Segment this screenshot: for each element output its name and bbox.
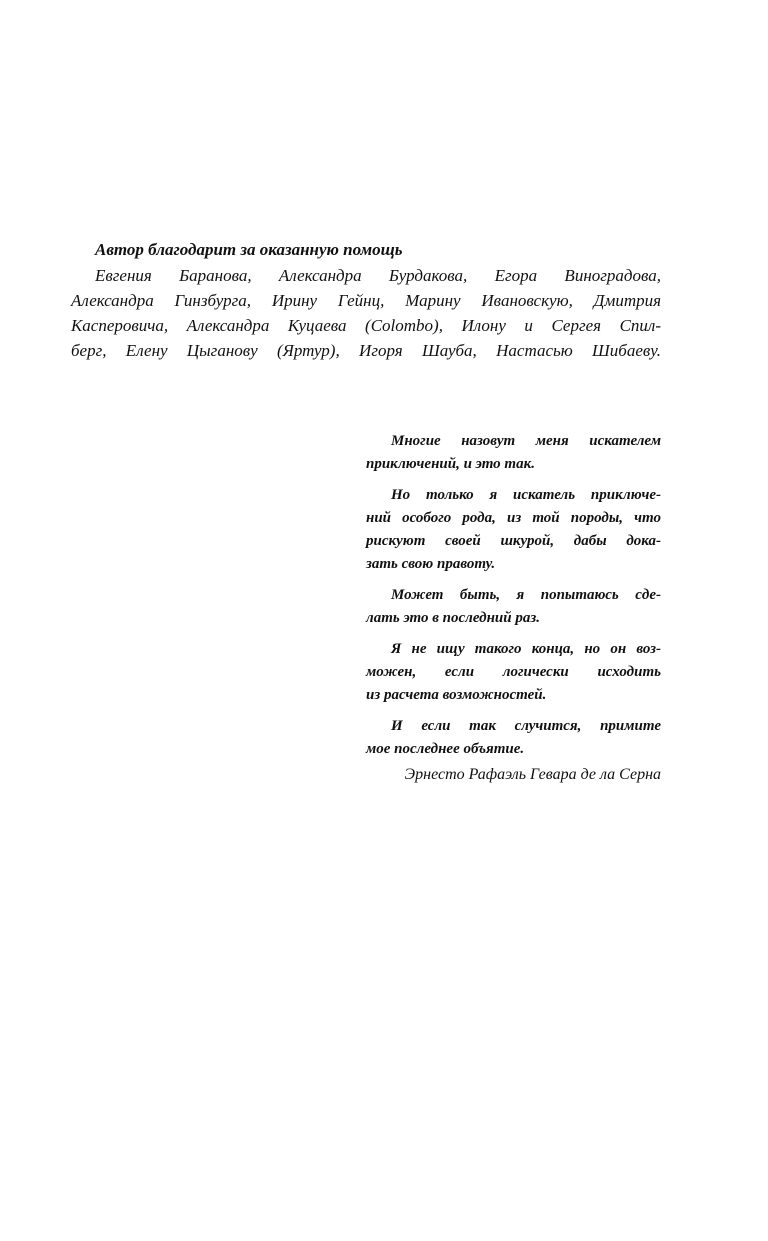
epigraph-line: зать свою правоту. — [366, 556, 496, 572]
epigraph-line: Я не ищу такого конца, но он воз- — [391, 641, 661, 657]
epigraph-line: Может быть, я попытаюсь сде- — [391, 587, 661, 603]
acknowledgment-title: Автор благодарит за оказанную помощь — [95, 240, 403, 259]
epigraph-paragraph — [366, 584, 661, 630]
epigraph-line: можен, если логически исходить — [366, 664, 661, 680]
epigraph-signature: Эрнесто Рафаэль Гевара де ла Серна — [404, 766, 661, 783]
epigraph-line: приключений, и это так. — [366, 456, 535, 472]
epigraph-line: рискуют своей шкурой, дабы дока- — [366, 533, 661, 549]
acknowledgment-line: Александра Гинзбурга, Ирину Гейнц, Марину Ивановскую, Дмитрия — [71, 291, 661, 310]
epigraph-line: И если так случится, примите — [391, 718, 661, 734]
acknowledgment-body — [71, 263, 661, 363]
epigraph-paragraph — [366, 430, 661, 476]
epigraph-line: Но только я искатель приключе- — [391, 487, 661, 503]
epigraph — [366, 430, 661, 769]
epigraph-line: мое последнее объятие. — [366, 741, 525, 757]
epigraph-line: Многие назовут меня искателем — [391, 433, 661, 449]
epigraph-line: из расчета возможностей. — [366, 687, 547, 703]
epigraph-paragraph — [366, 484, 661, 576]
epigraph-paragraph — [366, 638, 661, 707]
acknowledgment-line: Евгения Баранова, Александра Бурдакова, Егора Виноградова, — [95, 266, 661, 285]
epigraph-paragraph — [366, 715, 661, 761]
epigraph-line: ний особого рода, из той породы, что — [366, 510, 661, 526]
epigraph-line: лать это в последний раз. — [366, 610, 540, 626]
acknowledgment-line: Касперовича, Александра Куцаева (Colombo), Илону и Сергея Спил- — [71, 316, 661, 335]
acknowledgment-line: берг, Елену Цыганову (Яртур), Игоря Шауба, Настасью Шибаеву. — [71, 341, 661, 360]
